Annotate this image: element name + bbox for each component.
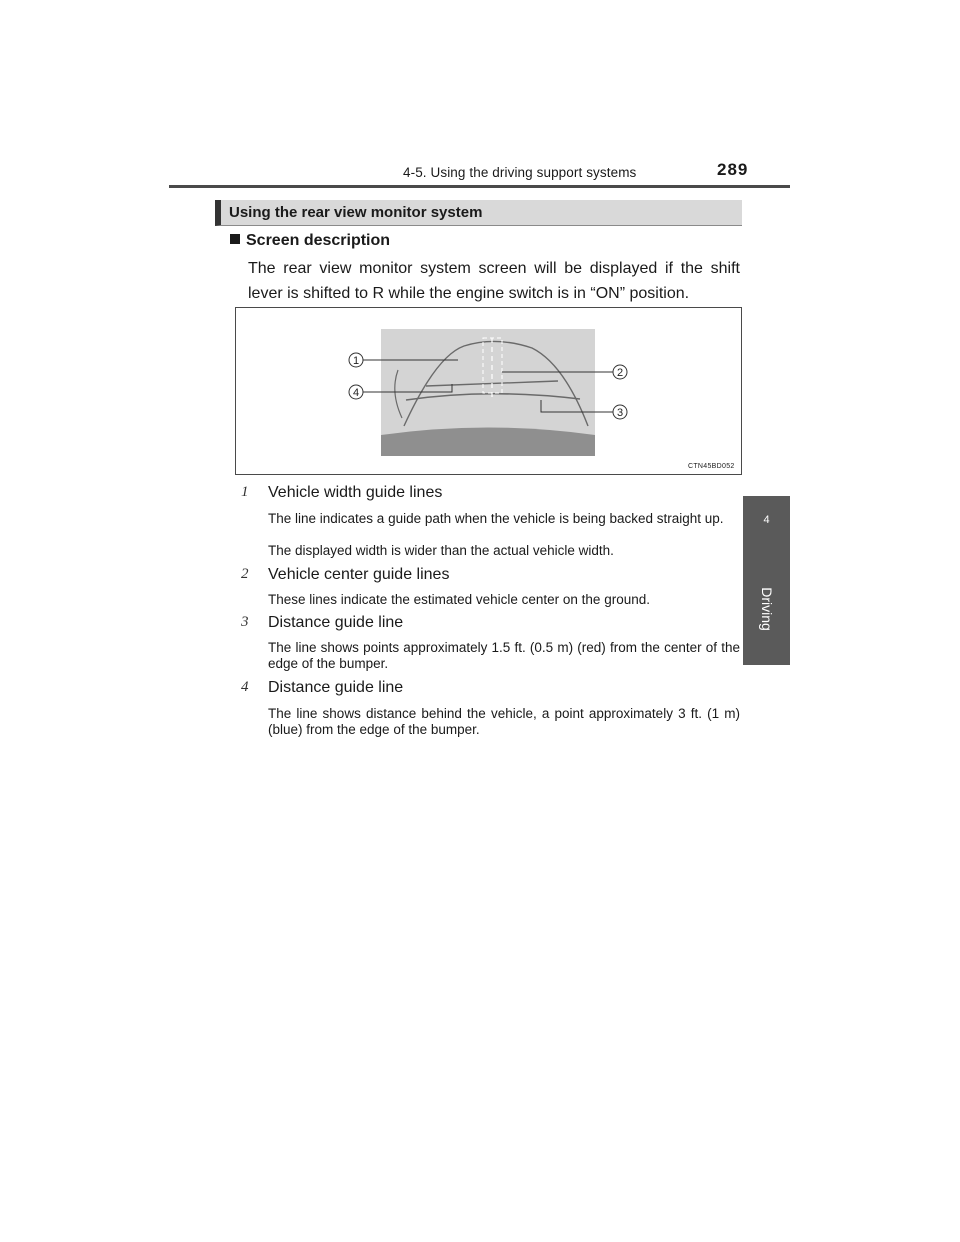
item-title-3: Distance guide line [268, 614, 404, 631]
svg-text:4: 4 [352, 387, 360, 399]
item-number-4: 4 [241, 679, 249, 695]
item-title-4: Distance guide line [268, 679, 404, 696]
item-desc-1b: The displayed width is wider than the actual vehicle width. [268, 543, 614, 558]
page-number: 289 [717, 160, 749, 179]
chapter-label-tab [743, 553, 790, 665]
header-rule [169, 185, 790, 188]
chapter-label: Driving [758, 587, 775, 631]
chapter-number: 4 [763, 514, 770, 526]
figure-code: CTN45BD052 [688, 463, 735, 470]
item-number-2: 2 [241, 566, 249, 582]
section-heading-bar [215, 200, 742, 226]
subheading-text: Screen description [246, 232, 391, 249]
monitor-illustration [236, 308, 741, 474]
item-desc-1a: The line indicates a guide path when the vehicle is being backed straight up. [268, 511, 724, 526]
square-bullet-icon [230, 234, 240, 244]
intro-paragraph: The rear view monitor system screen will be displayed if the shift lever is shifted to R while the engine switch is in “ON” position. [248, 260, 740, 302]
item-desc-4: The line shows distance behind the vehicle, a point approximately 3 ft. (1 m) (blue) from the edge of the bumper. [268, 706, 740, 737]
item-title-2: Vehicle center guide lines [268, 566, 450, 583]
rear-view-monitor-figure [235, 307, 742, 475]
svg-text:2: 2 [616, 367, 624, 379]
svg-text:3: 3 [616, 407, 624, 419]
svg-text:1: 1 [352, 355, 360, 367]
item-desc-2: These lines indicate the estimated vehicle center on the ground. [268, 592, 650, 607]
section-title: Using the rear view monitor system [229, 204, 483, 221]
item-desc-3: The line shows points approximately 1.5 ft. (0.5 m) (red) from the center of the edge of the bumper. [268, 640, 740, 671]
item-number-1: 1 [241, 484, 249, 500]
bumper-area [381, 428, 595, 457]
subheading [230, 232, 390, 250]
section-path: 4-5. Using the driving support systems [403, 165, 637, 180]
chapter-tab [743, 496, 790, 553]
item-number-3: 3 [241, 614, 249, 630]
item-title-1: Vehicle width guide lines [268, 484, 443, 501]
